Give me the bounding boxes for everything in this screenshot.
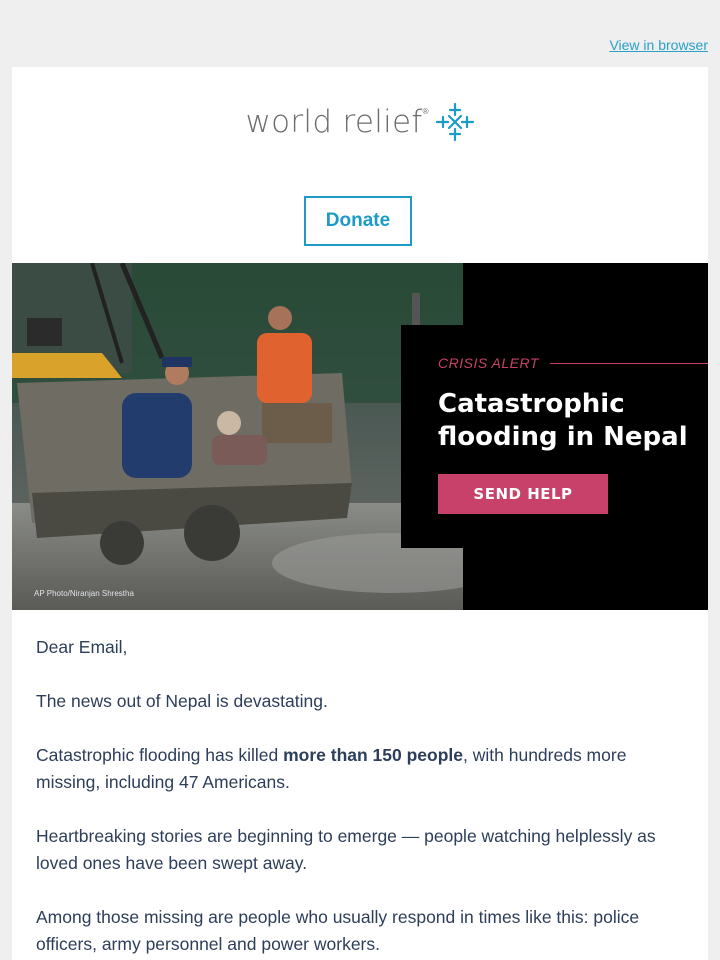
paragraph-3: Heartbreaking stories are beginning to emerge — people watching helplessly as loved ones have been swept away. xyxy=(36,826,656,873)
world-relief-mark-icon xyxy=(435,102,475,142)
world-relief-logo[interactable] xyxy=(12,97,708,147)
alert-divider xyxy=(550,363,708,364)
photo-credit: AP Photo/Niranjan Shrestha xyxy=(34,589,134,598)
crisis-alert-label: CRISIS ALERT xyxy=(438,355,539,371)
death-toll-highlight: more than 150 people xyxy=(283,745,464,765)
top-bar xyxy=(0,0,720,66)
alert-panel xyxy=(401,325,708,548)
headline-line-2: flooding in Nepal xyxy=(438,422,688,452)
flood-rescue-photo xyxy=(12,263,463,610)
crisis-alert-row xyxy=(438,355,708,371)
paragraph-2-start: Catastrophic flooding has killed xyxy=(36,745,284,765)
paragraph-4: Among those missing are people who usually respond in times like this: police officers, army personnel and power workers. xyxy=(36,907,640,954)
headline-line-1: Catastrophic xyxy=(438,389,625,419)
paragraph-2 xyxy=(36,742,686,796)
alert-headline xyxy=(438,388,698,454)
view-in-browser-link[interactable]: View in browser xyxy=(609,37,708,53)
email-card xyxy=(12,67,708,960)
letter-body xyxy=(36,634,686,960)
paragraph-2-end: , with hundreds more missing, including 47 Americans. xyxy=(36,745,627,792)
send-help-button[interactable]: SEND HELP xyxy=(438,474,608,514)
paragraph-1: The news out of Nepal is devastating. xyxy=(36,691,328,711)
logo-text: world relief xyxy=(245,104,423,140)
crisis-alert-banner[interactable] xyxy=(12,263,708,610)
donate-button[interactable]: Donate xyxy=(304,196,412,246)
greeting: Dear Email, xyxy=(36,637,128,657)
logo-trademark: ® xyxy=(422,107,429,116)
